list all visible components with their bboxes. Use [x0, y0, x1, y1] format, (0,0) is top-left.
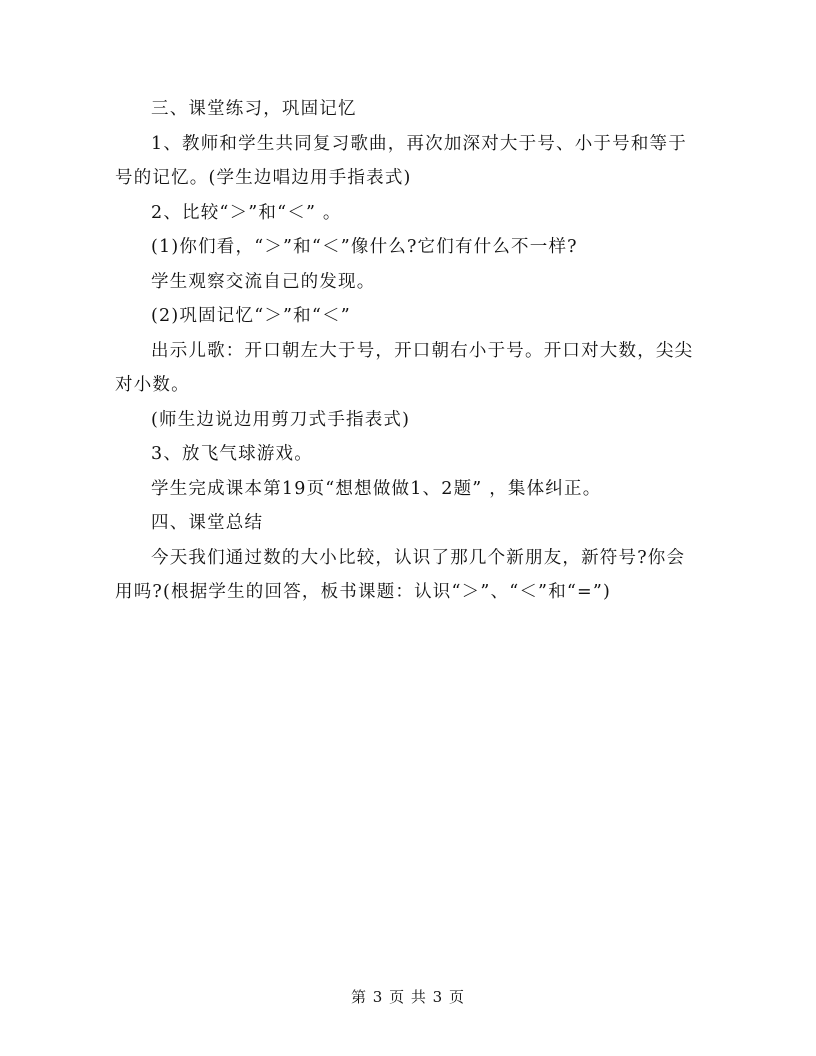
paragraph-summary: 今天我们通过数的大小比较，认识了那几个新朋友，新符号?你会用吗?(根据学生的回答，板书课题：认识“＞”、“＜”和“=”) — [115, 547, 686, 602]
page-number-footer: 第 3 页 共 3 页 — [351, 988, 465, 1006]
paragraph-students-observe: 学生观察交流自己的发现。 — [151, 271, 376, 292]
paragraph-nursery-rhyme: 出示儿歌：开口朝左大于号，开口朝右小于号。开口对大数，尖尖对小数。 — [115, 340, 694, 395]
section-heading-summary: 四、课堂总结 — [151, 513, 264, 533]
paragraph-compare-symbols: 2、比较“＞”和“＜” 。 — [151, 202, 342, 223]
paragraph-balloon-game: 3、放飞气球游戏。 — [151, 444, 313, 464]
paragraph-review-song: 1、教师和学生共同复习歌曲，再次加深对大于号、小于号和等于号的记忆。(学生边唱边用手指表式) — [115, 133, 687, 188]
paragraph-consolidate-memory: (2)巩固记忆“＞”和“＜” — [151, 306, 351, 326]
document-body — [115, 92, 695, 610]
paragraph-scissors-gesture: (师生边说边用剪刀式手指表式) — [151, 409, 411, 430]
section-heading-practice: 三、课堂练习，巩固记忆 — [151, 99, 357, 119]
paragraph-textbook-exercise: 学生完成课本第19页“想想做做1、2题” ，集体纠正。 — [151, 478, 602, 499]
paragraph-question-look: (1)你们看，“＞”和“＜”像什么?它们有什么不一样? — [151, 237, 578, 257]
